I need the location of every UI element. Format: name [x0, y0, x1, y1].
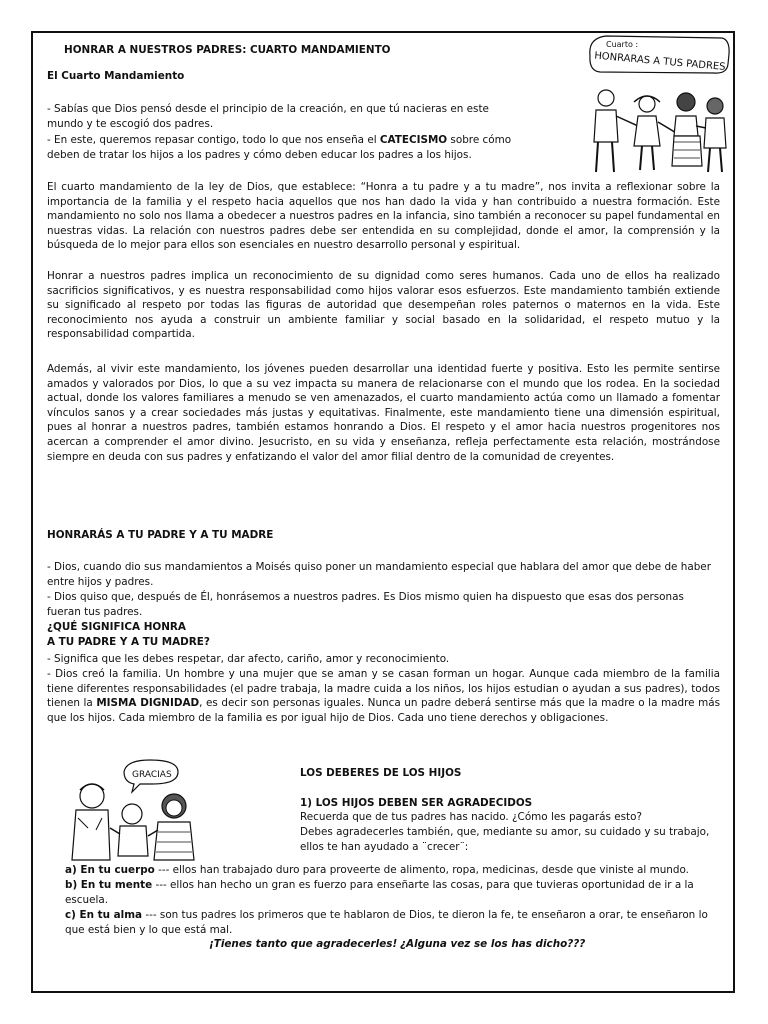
item-b-mente: b) En tu mente --- ellos han hecho un gran es fuerzo para enseñarte las cosas, para que tuvieras oportunidad de ir a la escuela.	[65, 879, 694, 906]
family-gracias-illustration	[62, 756, 212, 864]
question-line-2: A TU PADRE Y A TU MADRE?	[47, 636, 210, 648]
sign-text: HONRARAS A TUS PADRES	[593, 50, 726, 73]
section2-item-1: - Dios, cuando dio sus mandamientos a Moisés quiso poner un mandamiento especial que hablara del amor que debe de haber entre hijos y padres.	[47, 561, 711, 588]
section-heading-honraras: HONRARÁS A TU PADRE Y A TU MADRE	[47, 529, 274, 541]
answer-1: - Significa que les debes respetar, dar afecto, cariño, amor y reconocimiento.	[47, 653, 450, 665]
item-c-alma: c) En tu alma --- son tus padres los primeros que te hablaron de Dios, te dieron la fe, te enseñaron a orar, te enseñaron lo que está bien y lo que está mal.	[65, 909, 708, 936]
deberes-line-1: Recuerda que de tus padres has nacido. ¿Cómo les pagarás esto?	[300, 811, 642, 823]
deberes-line-2: Debes agradecerles también, que, mediante su amor, su cuidado y su trabajo,	[300, 826, 710, 838]
answer-2: - Dios creó la familia. Un hombre y una mujer que se aman y se casan forman un hogar. Aunque cada miembro de la familia tiene diferentes responsabilidades (el padre trabaja, la madre cuida a los niños, los hijos estudian o ayudan a sus padres), todos tienen la MISMA DIGNIDAD, es decir son personas iguales. Nunca un padre deberá sentirse más que la madre o la madre más que los hijos. Cada miembro de la familia es por igual hijo de Dios. Cada uno tiene derechos y obligaciones.	[47, 668, 720, 724]
question-line-1: ¿QUÉ SIGNIFICA HONRA	[47, 621, 186, 633]
closing-text-1: ¡Tienes tanto que agradecerles!	[209, 938, 398, 950]
intro-line-2: - En este, queremos repasar contigo, todo lo que nos enseña el CATECISMO sobre cómo deben de tratar los hijos a los padres y cómo deben educar los padres a los hijos.	[47, 134, 512, 161]
deberes-line-3: ellos te han ayudado a ¨crecer¨:	[300, 841, 469, 853]
subheading-agradecidos: 1) LOS HIJOS DEBEN SER AGRADECIDOS	[300, 797, 533, 809]
section-subtitle: El Cuarto Mandamiento	[47, 70, 185, 82]
paragraph-2: Honrar a nuestros padres implica un reconocimiento de su dignidad como seres humanos. Cada uno de ellos ha realizado sacrificios significativos, y es nuestra responsabilidad como hijos valorar esos esfuerzos. Este mandamiento también extiende su significado al respeto por todas las figuras de autoridad que desempeñan roles paternos o maternos en la vida. Este reconocimiento nos ayuda a construir un ambiente familiar y social basado en la solidaridad, el respeto mutuo y la responsabilidad compartida.	[47, 270, 720, 341]
speech-bubble-text: GRACIAS	[132, 770, 172, 780]
section-heading-deberes: LOS DEBERES DE LOS HIJOS	[300, 767, 462, 779]
item-a-cuerpo: a) En tu cuerpo --- ellos han trabajado duro para proveerte de alimento, ropa, medicinas, desde que viniste al mundo.	[65, 864, 689, 876]
paragraph-1: El cuarto mandamiento de la ley de Dios, que establece: “Honra a tu padre y a tu madre”, nos invita a reflexionar sobre la importancia de la familia y el respeto hacia aquellos que nos han dado la vida y han contribuido a nuestra formación. Este mandamiento no solo nos llama a obedecer a nuestros padres en la infancia, sino también a reconocer su papel fundamental en nuestras vidas. La relación con nuestros padres debe ser entendida en su complejidad, donde el amor, la comprensión y la búsqueda de lo mejor para ellos son esenciales en nuestro desarrollo personal y espiritual.	[47, 181, 720, 252]
section2-item-2: - Dios quiso que, después de Él, honrásemos a nuestros padres. Es Dios mismo quien ha dispuesto que esas dos personas fueran tus padres.	[47, 591, 684, 618]
closing-text-2: ¿Alguna vez se los has dicho???	[400, 938, 586, 950]
intro-line-1: - Sabías que Dios pensó desde el principio de la creación, en que tú nacieras en este mundo y te escogió dos padres.	[47, 103, 489, 130]
family-holding-hands-illustration	[582, 30, 732, 178]
paragraph-3: Además, al vivir este mandamiento, los jóvenes pueden desarrollar una identidad fuerte y positiva. Esto les permite sentirse amados y valorados por Dios, lo que a su vez impacta su manera de relacionarse con el mundo que los rodea. En la sociedad actual, donde los valores familiares a menudo se ven amenazados, el cuarto mandamiento actúa como un llamado a fomentar vínculos sanos y a crear sociedades más justas y equitativas. Finalmente, este mandamiento tiene una dimensión espiritual, pues al honrar a nuestros padres, también estamos honrando a Dios. El respeto y el amor hacia nuestros progenitores nos acercan a comprender el amor divino. Jesucristo, en su vida y enseñanza, refleja perfectamente esta relación, mostrándose siempre en deuda con sus padres y enfatizando el valor del amor filial dentro de la comunidad de creyentes.	[47, 363, 720, 463]
document-title: HONRAR A NUESTROS PADRES: CUARTO MANDAMIENTO	[64, 44, 391, 56]
sign-label: Cuarto :	[606, 40, 639, 49]
